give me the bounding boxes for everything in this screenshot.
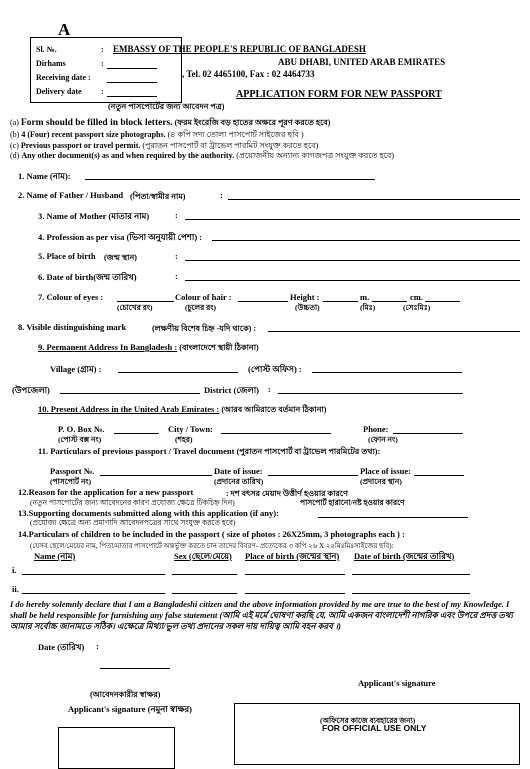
child-row-ii-label: ii.	[12, 584, 19, 594]
instruction-d	[10, 150, 394, 163]
hair-colour-label-bn: (চুলের রং)	[185, 303, 216, 312]
instruction-marker: (a)	[10, 118, 19, 127]
height-label: Height :	[290, 292, 320, 302]
instruction-bn: (৪ কপি সদ্য তোলা পাসপোর্ট সাইজের ছবি )	[167, 130, 304, 139]
col-name-header	[34, 550, 75, 564]
village-field[interactable]	[118, 372, 238, 373]
mother-name-label: 3. Name of Mother (মাতার নাম)	[38, 211, 150, 221]
col-birthplace-en: Place of birth	[245, 551, 295, 561]
name-field[interactable]	[85, 179, 375, 180]
form-title: APPLICATION FORM FOR NEW PASSPORT	[236, 89, 442, 100]
instruction-text: Any other document(s) as and when required by the authority.	[21, 151, 235, 160]
eye-colour-label: 7. Colour of eyes :	[38, 292, 104, 302]
mother-name-field[interactable]	[185, 219, 520, 220]
instruction-bn: (প্রয়োজনীয় অন্যান্য কাগজপত্র সংযুক্ত করতে হবে)	[236, 151, 394, 160]
supporting-docs-field[interactable]	[318, 517, 468, 518]
phone-label: Phone:	[363, 424, 389, 434]
district-field[interactable]	[278, 393, 463, 394]
hair-colour-label: Colour of hair :	[175, 292, 232, 302]
passport-no-label: Passport №.	[50, 466, 95, 476]
embassy-name: EMBASSY OF THE PEOPLE'S REPUBLIC OF BANGLADESH	[113, 44, 366, 54]
hair-colour-field[interactable]	[238, 301, 288, 302]
instruction-text: Previous passport or travel permit.	[20, 141, 141, 150]
child-i-birthdate-field[interactable]	[352, 574, 470, 575]
instruction-bn: (পুরাতন পাসপোর্ট বা ট্রাভেল পারমিট সংযুক্ত করতে হবে)	[142, 141, 319, 150]
reason-label: 12.Reason for the application for a new passport	[18, 487, 194, 497]
height-m-bn: (মিঃ)	[360, 303, 376, 312]
child-i-birthplace-field[interactable]	[245, 574, 345, 575]
date-label: Date (তারিখ)	[38, 642, 85, 652]
issue-place-field[interactable]	[414, 475, 464, 476]
previous-passport-heading: 11. Particulars of previous passport / Travel document	[38, 446, 235, 456]
father-name-label-bn: (পিতা/স্বামীর নাম)	[130, 192, 186, 201]
passport-no-field[interactable]	[100, 475, 212, 476]
form-title-bn: (নতুন পাসপোর্টের জন্য আবেদন পত্র)	[108, 102, 225, 111]
po-box-label: P. O. Box №.	[58, 424, 105, 434]
height-cm-bn: (সেঃমিঃ)	[403, 303, 431, 312]
children-label: 14.Particulars of children to be included in the passport ( size of photos : 26X25mm, 3 photographs each ) :	[18, 529, 405, 539]
official-use-label: FOR OFFICIAL USE ONLY	[322, 723, 427, 733]
distinguishing-mark-label: 8. Visible distinguishing mark	[18, 322, 127, 332]
height-label-bn: (উচ্চতা)	[295, 303, 320, 312]
previous-passport-label	[38, 446, 380, 459]
reason-option-expired[interactable]: : দশ বৎসর মেয়াদ উত্তীর্ণ হওয়ার কারণে	[226, 489, 348, 498]
supporting-docs-label-bn: (প্রযোজ্য ক্ষেত্রে অন্য প্রমাণাদি আবেদনপত্রের সাথে সংযুক্ত করতে হবে)	[30, 518, 236, 527]
upazila-field[interactable]	[60, 393, 200, 394]
col-birthdate-header	[354, 550, 454, 564]
phone-label-bn: (ফোন নং)	[368, 435, 398, 444]
city-field[interactable]	[221, 433, 331, 434]
child-ii-name-field[interactable]	[22, 593, 165, 594]
present-address-heading-bn: (আরব আমিরাতে বর্তমান ঠিকানা)	[221, 405, 327, 414]
col-name-bn: (নাম)	[57, 551, 76, 561]
birthplace-field[interactable]	[185, 260, 520, 261]
col-birthdate-en: Date of birth	[354, 551, 401, 561]
present-address-label	[38, 404, 326, 417]
sample-signature-label: Applicant's signature (নমুনা স্বাক্ষর)	[68, 704, 192, 714]
profession-label: 4. Profession as per visa (ভিসা অনুযায়ী পেশা) :	[38, 232, 203, 242]
issue-date-label: Date of issue:	[214, 466, 263, 476]
applicant-signature-field[interactable]	[100, 668, 170, 669]
col-birthplace-header	[245, 550, 339, 564]
previous-passport-heading-bn: (পুরাতন পাসপোর্ট বা ট্রাভেল পারমিটের তথ্য):	[236, 447, 381, 456]
dirhams-label: Dirhams	[36, 59, 66, 68]
instruction-marker: (d)	[10, 151, 20, 160]
permanent-address-label	[38, 342, 259, 355]
village-label: Village (গ্রাম) :	[50, 364, 102, 374]
col-name-en: Name	[34, 551, 56, 561]
reason-option-lost[interactable]: পাসপোর্ট হারানো/নষ্ট হওয়ার কারণে	[300, 498, 405, 507]
sl-no-colon: :	[101, 45, 104, 54]
present-address-heading: 10. Present Address in the United Arab Emirates :	[38, 404, 220, 414]
issue-place-label: Place of issue:	[360, 466, 411, 476]
child-i-sex-field[interactable]	[172, 574, 237, 575]
child-ii-sex-field[interactable]	[172, 593, 237, 594]
upazila-label: (উপজেলা)	[12, 385, 50, 395]
height-cm-field[interactable]	[372, 301, 407, 302]
birthplace-label-bn: (জন্ম স্থান)	[104, 253, 137, 262]
delivery-date-label: Delivery date	[36, 87, 82, 96]
children-label-bn: (যেসব ছেলে/মেয়ের নাম, পিতা/মাতার পাসপোর্টে অন্তর্ভুক্ত করতে চান তাদের বিবরণ- প্রত্যেকের ৩ কপি ২৬ X ২৫মিঃমিঃসাইজের ছবি):	[30, 542, 394, 550]
eye-colour-label-bn: (চোখের রং)	[117, 303, 153, 312]
official-use-label-bn: (অফিসের কাজে ব্যবহারের জন্য)	[320, 716, 416, 725]
reason-label-bn: (নতুন পাসপোর্টের জন্য আবেদনের কারণ প্রযোজ্য ক্ষেত্রে টিকচিহ্ন দিন)	[30, 498, 235, 507]
post-office-label: (পোস্ট অফিস) :	[248, 364, 302, 374]
district-colon: :	[268, 384, 271, 394]
child-row-i-label: i.	[12, 565, 17, 575]
height-cm-unit: cm.	[410, 292, 423, 302]
child-ii-birthplace-field[interactable]	[245, 593, 345, 594]
birthplace-colon: :	[175, 251, 178, 261]
father-name-label: 2. Name of Father / Husband	[18, 190, 124, 200]
applicant-signature-label: Applicant's signature	[358, 678, 436, 688]
sample-signature-box[interactable]	[58, 727, 175, 769]
issue-place-label-bn: (প্রদানের স্থান)	[360, 477, 402, 486]
col-sex-header	[174, 550, 232, 564]
birthplace-label: 5. Place of birth	[38, 251, 96, 261]
eye-colour-field[interactable]	[117, 301, 174, 302]
instruction-text: 4 (Four) recent passport size photographs.	[21, 130, 166, 139]
permanent-address-heading-bn: (বাংলাদেশে স্থায়ী ঠিকানা)	[179, 343, 259, 352]
delivery-date-colon: :	[101, 87, 104, 96]
embassy-location: ABU DHABI, UNITED ARAB EMIRATES	[278, 57, 446, 67]
supporting-docs-label: 13.Supporting documents submitted along with this application (if any):	[18, 508, 279, 518]
applicant-signature-label-bn: (আবেদনকারীর স্বাক্ষর)	[90, 690, 161, 699]
district-label: District (জেলা)	[204, 385, 260, 395]
instruction-marker: (b)	[10, 130, 20, 139]
col-birthdate-bn: (জন্মের তারিখ)	[402, 551, 455, 561]
delivery-date-field[interactable]	[107, 96, 157, 97]
child-i-name-field[interactable]	[22, 574, 165, 575]
birthdate-label: 6. Date of birth(জন্ম তারিখ)	[38, 272, 137, 282]
birthdate-colon: :	[175, 271, 178, 281]
distinguishing-mark-field[interactable]	[268, 331, 520, 332]
po-box-field[interactable]	[114, 433, 159, 434]
child-ii-birthdate-field[interactable]	[352, 593, 470, 594]
declaration-bn: (আমি এই মর্মে ঘোষণা করছি যে, আমি একজন বাংলাদেশী নাগরিক এবং উপরে প্রদত্ত তথ্য আমার সর্বোচ্চ জানামতে সঠিক। এক্ষেত্রে মিথ্যা/ভুল তথ্য প্রদানের সকল দায় দায়িত্ব আমি বহন করব ।)	[10, 610, 513, 631]
distinguishing-mark-label-bn: (লক্ষণীয় বিশেষ চিহ্ন -যদি থাকে) :	[152, 324, 257, 333]
name-label: 1. Name (নাম):	[18, 171, 71, 181]
official-use-box	[234, 703, 520, 765]
profession-field[interactable]	[212, 240, 520, 241]
issue-date-field[interactable]	[268, 475, 358, 476]
receiving-date-field[interactable]	[107, 82, 157, 83]
father-name-colon: :	[220, 190, 223, 200]
issue-date-label-bn: (প্রদানের তারিখ)	[214, 477, 264, 486]
col-sex-bn: (ছেলে/মেয়ে)	[188, 551, 232, 561]
receiving-date-label: Receiving date :	[36, 73, 91, 82]
embassy-contact: , Tel. 02 4465100, Fax : 02 4464733	[182, 69, 315, 79]
declaration-en: I do hereby solemnly declare that I am a Bangladeshi citizen and the above information provided by me are true to the best of my Knowledge. I shall be held responsible for furnishing any false statement	[10, 599, 510, 620]
post-office-field[interactable]	[312, 372, 462, 373]
birthdate-field[interactable]	[185, 280, 520, 281]
col-birthplace-bn: (জন্মের স্থান)	[296, 551, 340, 561]
instruction-marker: (c)	[10, 141, 19, 150]
instruction-bn: (ফরম ইংরেজি বড় হাতের অক্ষরে পূরণ করতে হবে)	[174, 118, 331, 127]
height-extra-field[interactable]	[425, 301, 460, 302]
height-m-unit: m.	[360, 292, 370, 302]
dirhams-field[interactable]	[107, 68, 157, 69]
passport-no-label-bn: (পাসপোর্ট নং)	[50, 477, 92, 486]
dirhams-colon: :	[101, 59, 104, 68]
declaration	[10, 599, 522, 632]
po-box-label-bn: (পোস্ট বক্স নং)	[58, 435, 102, 444]
sl-no-label: Sl. №.	[36, 45, 57, 54]
permanent-address-heading: 9. Permanent Address In Bangladesh :	[38, 342, 178, 352]
height-m-field[interactable]	[323, 301, 358, 302]
phone-field[interactable]	[393, 433, 463, 434]
city-label: City / Town:	[168, 424, 213, 434]
form-letter: A	[58, 20, 71, 39]
father-name-field[interactable]	[228, 199, 520, 200]
city-label-bn: (শহর)	[175, 435, 193, 444]
mother-name-colon: :	[175, 210, 178, 220]
col-sex-en: Sex	[174, 551, 187, 561]
instruction-text: Form should be filled in block letters.	[20, 118, 173, 128]
date-colon: :	[96, 641, 99, 651]
